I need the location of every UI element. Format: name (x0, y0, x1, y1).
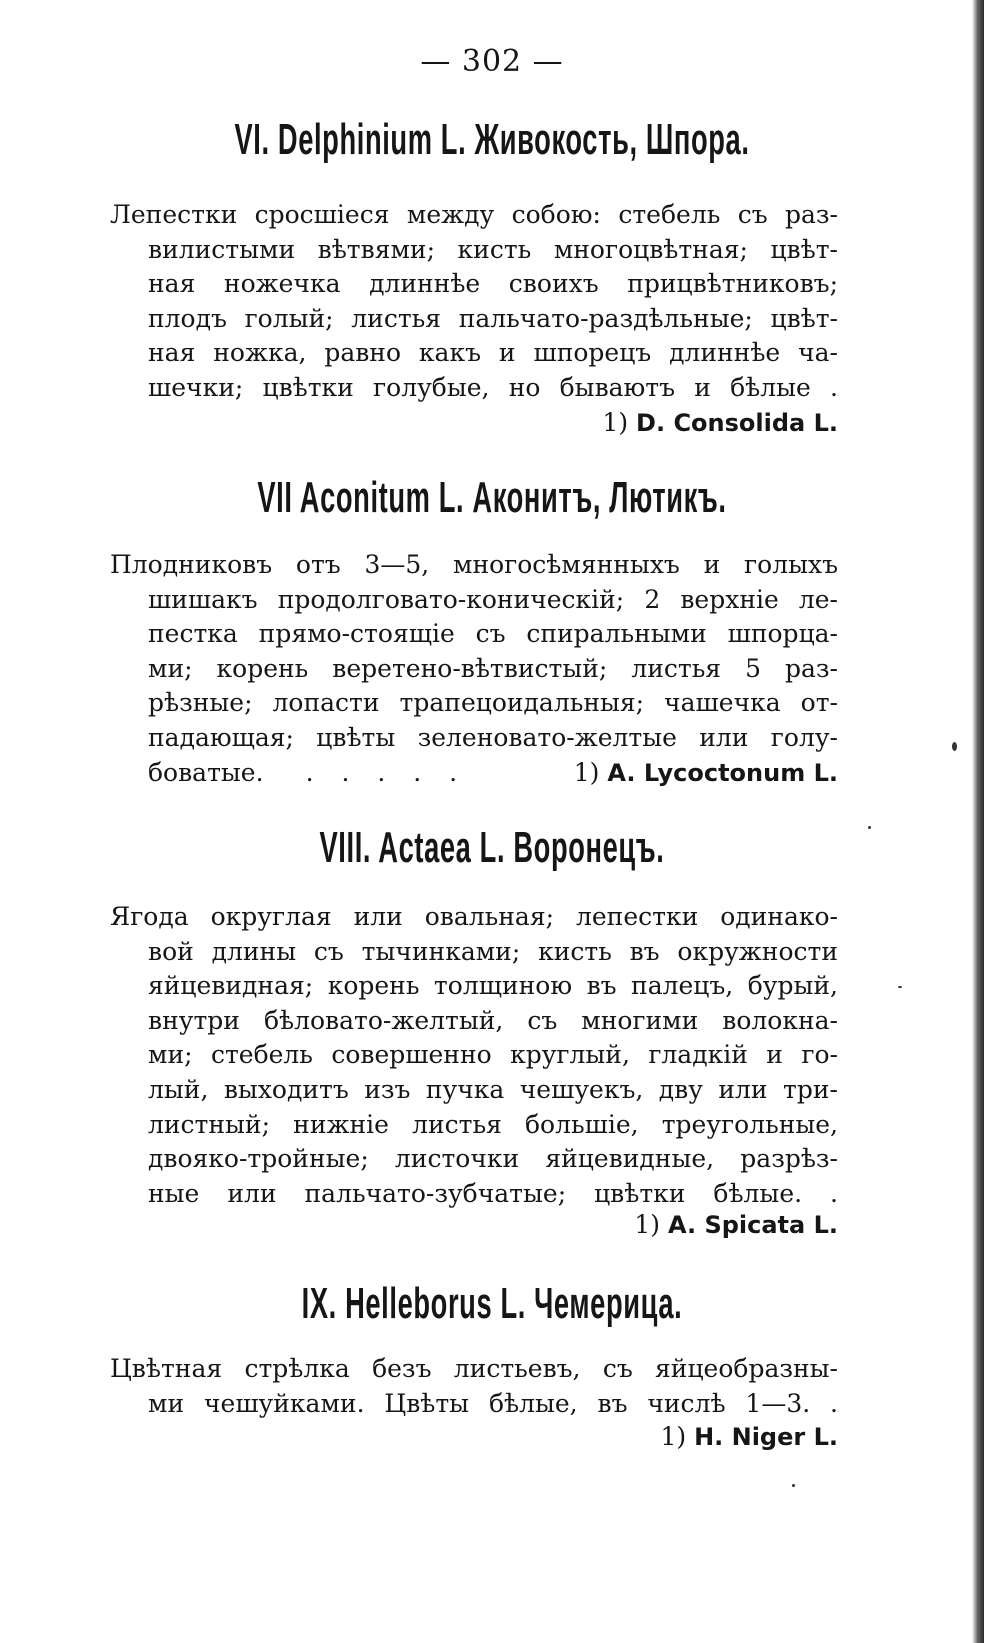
species-helleborus (660, 1420, 838, 1454)
text-line: ная ножка, равно какъ и шпорецъ длиннѣе ча- (148, 338, 838, 368)
text-line: вой длины съ тычинками; кисть въ окружности (148, 936, 838, 966)
page-edge-shadow (972, 0, 984, 1643)
scan-speck (792, 1484, 795, 1487)
text-line: яйцевидная; корень толщиною въ палецъ, бурый, (148, 971, 838, 1001)
text-line: вилистыми вѣтвями; кисть многоцвѣтная; цвѣт- (148, 234, 838, 264)
species-number: 1) (660, 1422, 687, 1451)
text-line: шишакъ продолговато-коническій; 2 верхніе ле- (148, 584, 838, 614)
species-name: H. Niger L. (694, 1423, 838, 1451)
species-name: A. Spicata L. (667, 1211, 838, 1239)
section-heading-actaea: VIII. Actaea L. Воронецъ. (319, 823, 665, 872)
section-text-helleborus (110, 1352, 838, 1421)
leader-dots: . . . . . (305, 757, 468, 787)
text-line: ные или пальчато-зубчатые; цвѣтки бѣлые. . (148, 1178, 838, 1208)
text-line: Плодниковъ отъ 3—5, многосѣмянныхъ и голыхъ (110, 550, 838, 579)
text-line: ми чешуйками. Цвѣты бѣлые, въ числѣ 1—3. . (148, 1388, 838, 1418)
text-line: ная ножечка длиннѣе своихъ прицвѣтниковъ; (148, 269, 838, 299)
text-line: плодъ голый; листья пальчато-раздѣльные; цвѣт- (148, 303, 838, 333)
text-line: листный; нижніе листья большіе, треугольные, (148, 1109, 838, 1139)
text-line: лый, выходитъ изъ пучка чешуекъ, дву или три- (148, 1074, 838, 1104)
last-line-text: боватые. (148, 757, 264, 787)
scan-speck (952, 742, 957, 751)
species-number: 1) (634, 1210, 660, 1239)
section-text-actaea (110, 900, 838, 1211)
page-number: — 302 — (420, 44, 564, 79)
scan-speck (898, 986, 902, 988)
species-delphinium (602, 406, 838, 440)
text-line: внутри бѣловато-желтый, съ многими волокна- (148, 1005, 838, 1035)
text-line: двояко-тройные; листочки яйцевидные, разрѣз- (148, 1144, 838, 1174)
species-number: 1) (602, 408, 629, 437)
section-heading-aconitum: VII Aconitum L. Аконитъ, Лютикъ. (257, 473, 727, 522)
section-text-aconitum (110, 548, 838, 790)
text-line: Цвѣтная стрѣлка безъ листьевъ, съ яйцеобразны- (110, 1354, 838, 1383)
text-line: ми; стебель совершенно круглый, гладкій и го- (148, 1040, 838, 1070)
section-heading-helleborus: IX. Helleborus L. Чемерица. (301, 1279, 683, 1328)
text-line: Ягода округлая или овальная; лепестки одинако- (110, 902, 838, 931)
scan-speck (868, 826, 871, 829)
species-name: D. Consolida L. (636, 409, 838, 437)
text-line: рѣзные; лопасти трапецоидальныя; чашечка от- (148, 688, 838, 718)
species-number: 1) (573, 758, 600, 787)
species-name: A. Lycoctonum L. (607, 759, 838, 787)
species-actaea (634, 1208, 838, 1242)
text-line: шечки; цвѣтки голубые, но бываютъ и бѣлые . (148, 372, 838, 402)
section-text-delphinium (110, 198, 838, 406)
text-line: пестка прямо-стоящіе съ спиральными шпорца- (148, 619, 838, 649)
species-aconitum (574, 756, 838, 790)
section-heading-delphinium: VI. Delphinium L. Живокость, Шпора. (234, 115, 750, 164)
text-line: ми; корень веретено-вѣтвистый; листья 5 раз- (148, 653, 838, 683)
text-line: падающая; цвѣты зеленовато-желтые или голу- (148, 722, 838, 752)
text-line: Лепестки сросшіеся между собою: стебель съ раз- (110, 200, 838, 229)
